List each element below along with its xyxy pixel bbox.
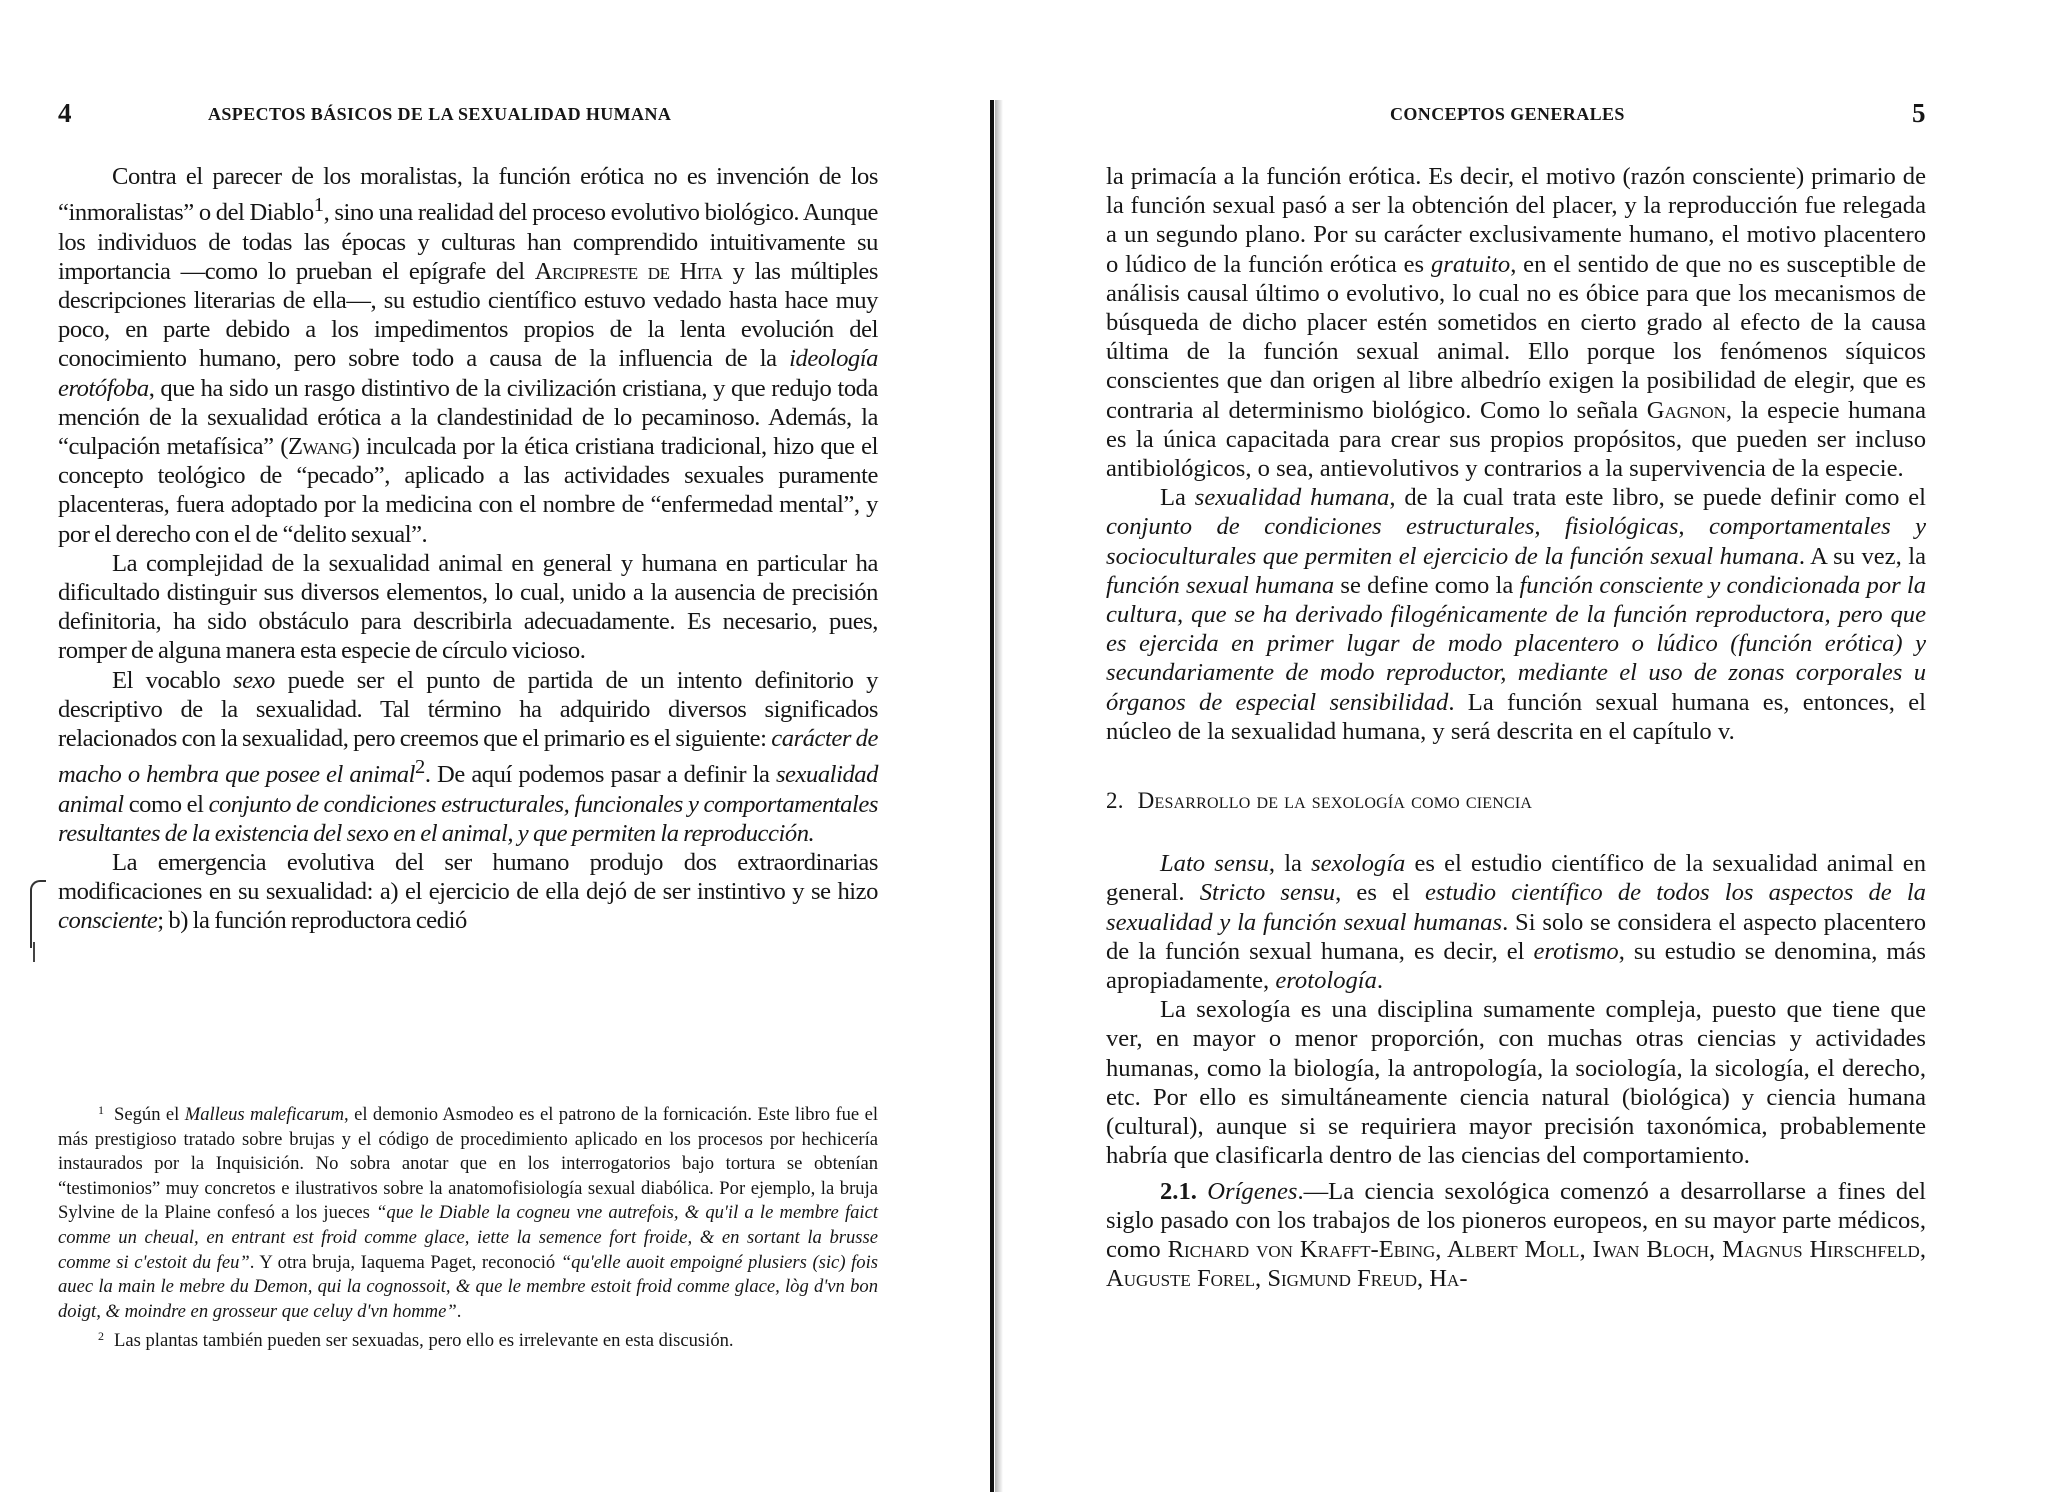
text-run: , es el <box>1335 879 1425 907</box>
footnote <box>58 1098 878 1324</box>
right-body-text <box>1106 162 1926 1293</box>
emphasis: gratuito <box>1430 250 1511 278</box>
text-run: . Y otra bruja, Iaquema Paget, reconoció <box>249 1251 561 1273</box>
page-number: 4 <box>58 98 72 128</box>
section-heading <box>1106 786 1926 815</box>
text-run: y las múltiples descripciones literarias de ella—, su estudio científico estuvo vedado hasta hace muy poco, en parte debido a los impedimentos propios de la lenta evolución del conocimiento humano, pero sobre todo a causa de la influencia de la <box>58 257 879 373</box>
emphasis: conjunto de condiciones estructurales, funcionales y comportamentales resultantes de la existencia del sexo en el animal, y que permiten la reproducción. <box>58 790 878 847</box>
emphasis: conjunto de condiciones estructurales, fisiológicas, comportamentales y socioculturales que permiten el ejercicio de la función sexual humana <box>1106 513 1926 570</box>
text-run: . A su vez, la <box>1798 542 1926 570</box>
text-run: Según el <box>114 1104 185 1125</box>
text-run: ; b) la función reproductora cedió <box>157 907 467 935</box>
emphasis: sexualidad animal <box>58 761 878 818</box>
footnote-ref: 2 <box>415 756 425 779</box>
text-run: .—La ciencia sexológica comenzó a desarrollarse a fines del siglo pasado con los trabajos de los pioneros europeos, en su mayor parte médicos, como <box>1106 1177 1926 1263</box>
text-run: Las plantas también pueden ser sexuadas, pero ello es irrelevante en esta discusión. <box>114 1330 734 1352</box>
paragraph <box>1106 162 1926 483</box>
author-name: Zwang <box>287 433 352 461</box>
text-run: El vocablo <box>112 666 233 694</box>
footnote-ref: 1 <box>313 194 324 217</box>
text-run: se define como la <box>1334 571 1520 599</box>
handwritten-line-mark <box>33 942 35 962</box>
text-run: la primacía a la función erótica. Es decir, el motivo (razón consciente) primario de la función sexual pasó a ser la obtención del placer, y la reproducción fue relegada a un segundo plano. Por su carácter exclusivamente humano, el motivo placentero o lúdico de la función erótica es <box>1106 163 1926 278</box>
text-run: , el demonio Asmodeo es el patrono de la fornicación. Este libro fue el más prestigioso tratado sobre brujas y el código de procedimiento aplicado en los procesos por hechicería instaurados por la Inquisición. No sobra anotar que en los interrogatorios bajo tortura se obtenían “testimonios” muy concretos e ilustrativos sobre la anatomofisiología sexual diabólica. Por ejemplo, la bruja Sylvine de la Plaine confesó a los jueces <box>58 1104 879 1224</box>
emphasis: estudio científico de todos los aspectos de la sexualidad y la función sexual humanas <box>1106 879 1926 936</box>
text-run: La <box>1160 484 1195 512</box>
emphasis: erotología <box>1275 967 1377 995</box>
paragraph <box>1106 1177 1926 1294</box>
emphasis: sexualidad humana <box>1194 484 1390 512</box>
right-page <box>990 0 2048 1492</box>
paragraph: La complejidad de la sexualidad animal en general y humana en particular ha dificultado distinguir sus diversos elementos, lo cual, unido a la ausencia de precisión definitoria, ha sido obstáculo para describirla adecuadamente. Es necesario, pues, romper de alguna manera esta especie de círculo vicioso. <box>58 549 878 665</box>
emphasis: consciente <box>58 907 158 935</box>
emphasis: ideología erotófoba <box>58 345 878 402</box>
paragraph <box>58 848 878 936</box>
emphasis: Lato sensu <box>1160 850 1269 878</box>
footnotes <box>58 1098 878 1354</box>
text-run: , la <box>1268 850 1312 878</box>
footnote <box>58 1324 878 1354</box>
left-page <box>0 0 990 1492</box>
paragraph <box>58 666 878 848</box>
emphasis: erotismo <box>1533 937 1619 965</box>
text-run: , su estudio se denomina, más apropiadamente, <box>1106 937 1927 995</box>
text-run: La emergencia evolutiva del ser humano produjo dos extraordinarias modificaciones en su sexualidad: a) el ejercicio de ella dejó de ser instintivo y se hizo <box>58 849 878 906</box>
text-run: Contra el parecer de los moralistas, la función erótica no es invención de los “inmoralistas” o del Diablo <box>58 163 878 227</box>
subsection-number: 2.1. <box>1160 1177 1197 1205</box>
paragraph <box>1106 849 1926 995</box>
subsection-title: Orígenes <box>1207 1177 1298 1205</box>
left-body-text <box>58 162 878 936</box>
emphasis: sexo <box>233 666 275 694</box>
section-title: Desarrollo de la sexología como ciencia <box>1137 788 1533 814</box>
emphasis: Stricto sensu <box>1199 879 1336 907</box>
book-title: Malleus maleficarum <box>184 1104 345 1125</box>
quotation: “qu'elle auoit empoigné plusiers (sic) fois auec la main le mebre du Demon, qui la cognossoit, & que le membre estoit froid comme glace, lòg d'vn bon doigt, & moindre en grosseur que celuy d'vn homme” <box>58 1251 878 1322</box>
author-name: Gagnon <box>1646 396 1726 424</box>
author-name: Arcipreste de Hita <box>534 257 723 285</box>
page-number: 5 <box>1912 98 1926 128</box>
footnote-marker: 1 <box>98 1103 104 1117</box>
quotation: “que le Diable la cogneu vne autrefois, & qu'il a le membre faict comme un cheual, en entrant est froid comme glace, iette la semence fort froide, & en sortant la brusse comme si c'estoit du feu” <box>58 1202 878 1273</box>
text-run: , de la cual trata este libro, se puede definir como el <box>1389 484 1926 512</box>
text-run: es el estudio científico de la sexualidad animal en general. <box>1106 850 1927 907</box>
emphasis: función sexual humana <box>1106 571 1335 599</box>
author-names: Richard von Krafft-Ebing, Albert Moll, Iwan Bloch, Magnus Hirschfeld, Auguste Forel, Sigmund Freud, Ha- <box>1106 1235 1926 1293</box>
emphasis: carácter de macho o hembra que posee el animal <box>58 725 878 789</box>
text-run: ) inculcada por la ética cristiana tradicional, hizo que el concepto teológico de “pecado”, aplicado a las actividades sexuales puramente placenteras, fuera adoptado por la medicina con el nombre de “enfermedad mental”, y por el derecho con el de “delito sexual”. <box>58 433 878 548</box>
text-run: . <box>1376 967 1384 995</box>
text-run: , la especie humana es la única capacitada para crear sus propios propósitos, que pueden ser incluso antibiológicos, o sea, antievolutivos y contrarios a la supervivencia de la especie. <box>1106 396 1926 483</box>
left-page-header <box>0 98 990 138</box>
running-head: CONCEPTOS GENERALES <box>1390 104 1625 124</box>
section-number: 2. <box>1106 788 1124 814</box>
paragraph <box>1106 483 1926 746</box>
emphasis: sexología <box>1311 850 1406 878</box>
text-run: , en el sentido de que no es susceptible de análisis causal último o evolutivo, lo cual no es óbice para que los mecanismos de búsqueda de dicho placer estén sometidos en cierto grado al efecto de la causa última de la función sexual animal. Ello porque los fenómenos síquicos conscientes que dan origen al libre albedrío exigen la posibilidad de elegir, que es contraria al determinismo biológico. Como lo señala <box>1106 250 1926 424</box>
text-run: . De aquí podemos pasar a definir la <box>424 761 776 789</box>
handwritten-bracket-mark <box>30 880 46 948</box>
text-run: como el <box>123 790 209 818</box>
text-run: , sino una realidad del proceso evolutivo biológico. Aunque los individuos de todas las épocas y culturas han comprendido intuitivamente su importancia —como lo prueban el epígrafe del <box>58 199 879 285</box>
footnote-marker: 2 <box>98 1329 104 1344</box>
text-run: . Si solo se considera el aspecto placentero de la función sexual humana, es decir, el <box>1106 908 1926 965</box>
emphasis: función consciente y condicionada por la cultura, que se ha derivado filogénicamente de la función reproductora, pero que es ejercida en primer lugar de modo placentero o lúdico (función erótica) y secundariamente de modo reproductor, mediante el uso de zonas corporales u órganos de especial sensibilidad <box>1106 571 1926 716</box>
right-page-header <box>990 98 2048 138</box>
text-run: . <box>456 1300 462 1322</box>
text-run: , que ha sido un rasgo distintivo de la civilización cristiana, y que redujo toda mención de la sexualidad erótica a la clandestinidad de lo pecaminoso. Además, la “culpación metafísica” ( <box>58 374 878 461</box>
running-head: ASPECTOS BÁSICOS DE LA SEXUALIDAD HUMANA <box>208 104 672 124</box>
text-run: . La función sexual humana es, entonces, el núcleo de la sexualidad humana, y será descrita en el capítulo v. <box>1106 688 1926 745</box>
paragraph <box>58 162 878 549</box>
paragraph: La sexología es una disciplina sumamente compleja, puesto que tiene que ver, en mayor o menor proporción, con muchas otras ciencias y actividades humanas, como la biología, la antropología, la sociología, la sicología, el derecho, etc. Por ello es simultáneamente ciencia natural (biológica) y ciencia humana (cultural), aunque si se requiriera mayor precisión taxonómica, probablemente habría que clasificarla dentro de las ciencias del comportamiento. <box>1106 996 1926 1170</box>
text-run: puede ser el punto de partida de un intento definitorio y descriptivo de la sexualidad. Tal término ha adquirido diversos significados relacionados con la sexualidad, pero creemos que el primario es el siguiente: <box>58 666 878 753</box>
